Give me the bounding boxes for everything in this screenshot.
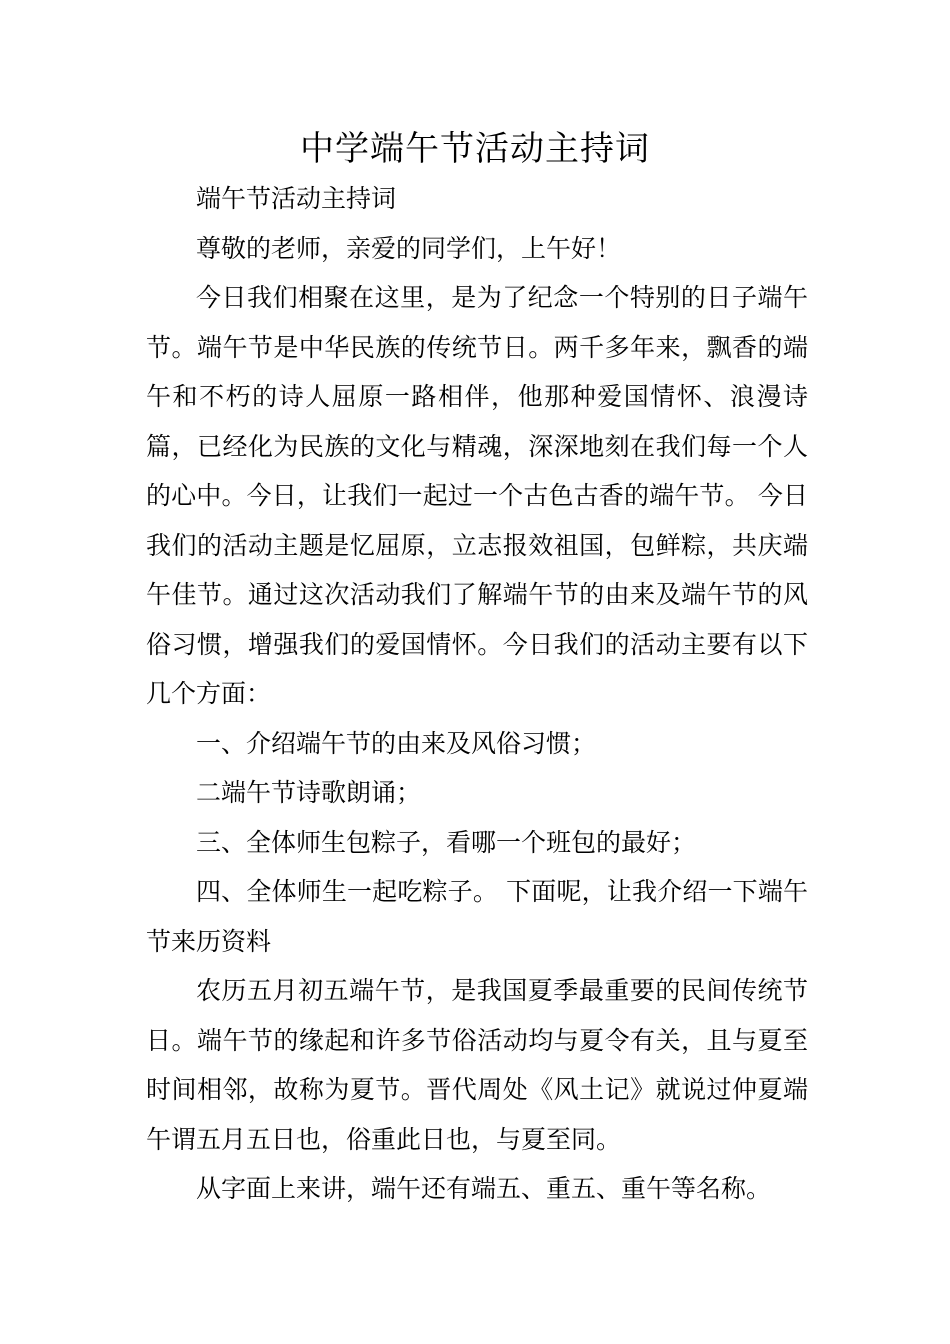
- paragraph-subtitle: 端午节活动主持词: [196, 184, 397, 213]
- paragraph-names: 从字面上来讲，端午还有端五、重五、重午等名称。: [196, 1174, 772, 1203]
- document-body: [146, 174, 808, 1214]
- paragraph-history: 农历五月初五端午节，是我国夏季最重要的民间传统节日。端午节的缘起和许多节俗活动均与夏令有关，且与夏至时间相邻，故称为夏节。晋代周处《风土记》就说过仲夏端午谓五月五日也，俗重此日也，与夏至同。: [146, 976, 808, 1154]
- paragraph-greeting: 尊敬的老师，亲爱的同学们，上午好！: [196, 233, 622, 263]
- document-title: 中学端午节活动主持词: [300, 129, 650, 169]
- paragraph-agenda-item-4: 四、全体师生一起吃粽子。 下面呢，让我介绍一下端午节来历资料: [146, 877, 808, 956]
- paragraph-agenda-item-3: 三、全体师生包粽子，看哪一个班包的最好；: [196, 827, 697, 857]
- paragraph-introduction: 今日我们相聚在这里，是为了纪念一个特别的日子端午节。端午节是中华民族的传统节日。两千多年来，飘香的端午和不朽的诗人屈原一路相伴，他那种爱国情怀、浪漫诗篇，已经化为民族的文化与精魂，深深地刻在我们每一个人的心中。今日，让我们一起过一个古色古香的端午节。 今日我们的活动主题是忆屈原，立志报效祖国，包鲜粽，共庆端午佳节。通过这次活动我们了解端午节的由来及端午节的风俗习惯，增强我们的爱国情怀。今日我们的活动主要有以下几个方面：: [146, 283, 808, 708]
- paragraph-agenda-item-2: 二端午节诗歌朗诵；: [196, 778, 422, 807]
- paragraph-agenda-item-1: 一、介绍端午节的由来及风俗习惯；: [196, 728, 597, 758]
